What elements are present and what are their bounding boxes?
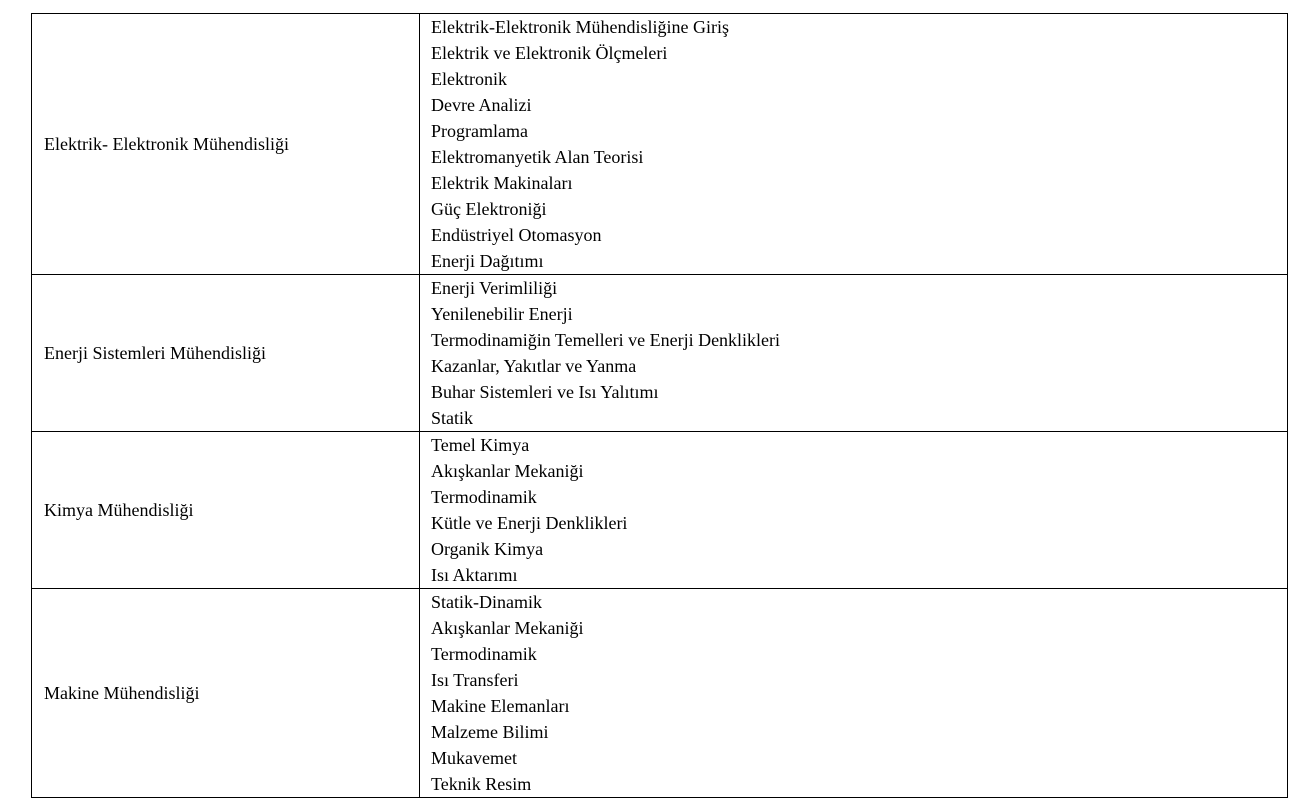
course-item: Akışkanlar Mekaniği bbox=[431, 461, 584, 481]
course-item: Devre Analizi bbox=[431, 95, 532, 115]
course-item: Elektromanyetik Alan Teorisi bbox=[431, 147, 644, 167]
course-item: Buhar Sistemleri ve Isı Yalıtımı bbox=[431, 382, 659, 402]
course-item: Termodinamik bbox=[431, 487, 537, 507]
course-list bbox=[431, 589, 1287, 797]
course-list bbox=[431, 275, 1287, 431]
department-name: Enerji Sistemleri Mühendisliği bbox=[44, 343, 266, 363]
department-cell bbox=[32, 432, 420, 589]
department-cell bbox=[32, 589, 420, 798]
department-name: Kimya Mühendisliği bbox=[44, 500, 194, 520]
course-list bbox=[431, 14, 1287, 274]
table-body bbox=[32, 14, 1288, 798]
course-list-cell bbox=[420, 589, 1288, 798]
table-row bbox=[32, 14, 1288, 275]
course-item: Elektrik Makinaları bbox=[431, 173, 573, 193]
course-item: Yenilenebilir Enerji bbox=[431, 304, 573, 324]
course-item: Malzeme Bilimi bbox=[431, 722, 549, 742]
table-row bbox=[32, 589, 1288, 798]
department-cell bbox=[32, 275, 420, 432]
department-course-table bbox=[31, 13, 1288, 798]
course-item: Kütle ve Enerji Denklikleri bbox=[431, 513, 628, 533]
department-name: Makine Mühendisliği bbox=[44, 683, 200, 703]
course-item: Statik-Dinamik bbox=[431, 592, 542, 612]
course-item: Teknik Resim bbox=[431, 774, 532, 794]
table-row bbox=[32, 275, 1288, 432]
course-list-cell bbox=[420, 14, 1288, 275]
course-item: Temel Kimya bbox=[431, 435, 530, 455]
course-item: Isı Aktarımı bbox=[431, 565, 518, 585]
course-item: Güç Elektroniği bbox=[431, 199, 547, 219]
course-item: Programlama bbox=[431, 121, 528, 141]
table-row bbox=[32, 432, 1288, 589]
course-list-cell bbox=[420, 275, 1288, 432]
course-item: Elektronik bbox=[431, 69, 507, 89]
course-item: Endüstriyel Otomasyon bbox=[431, 225, 602, 245]
course-item: Termodinamik bbox=[431, 644, 537, 664]
course-item: Isı Transferi bbox=[431, 670, 519, 690]
course-list-cell bbox=[420, 432, 1288, 589]
course-item: Makine Elemanları bbox=[431, 696, 570, 716]
course-item: Organik Kimya bbox=[431, 539, 544, 559]
department-name: Elektrik- Elektronik Mühendisliği bbox=[44, 134, 289, 154]
course-item: Kazanlar, Yakıtlar ve Yanma bbox=[431, 356, 637, 376]
course-item: Termodinamiğin Temelleri ve Enerji Denklikleri bbox=[431, 330, 781, 350]
course-item: Mukavemet bbox=[431, 748, 517, 768]
course-item: Elektrik-Elektronik Mühendisliğine Giriş bbox=[431, 17, 729, 37]
course-item: Statik bbox=[431, 408, 474, 428]
course-item: Akışkanlar Mekaniği bbox=[431, 618, 584, 638]
course-list bbox=[431, 432, 1287, 588]
course-item: Elektrik ve Elektronik Ölçmeleri bbox=[431, 43, 668, 63]
course-item: Enerji Dağıtımı bbox=[431, 251, 544, 271]
course-item: Enerji Verimliliği bbox=[431, 278, 558, 298]
department-cell bbox=[32, 14, 420, 275]
